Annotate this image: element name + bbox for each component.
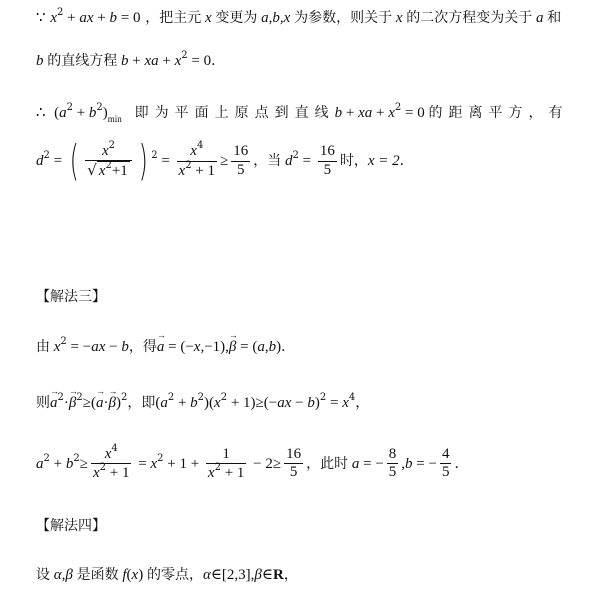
method-3-line-1: 由 $x^2 = -ax - b$，得→ a = (−x,−1),→ β = (a,b)． [36, 339, 295, 355]
method-3-line-3: $a^2 + b^2\ge$ $\frac{x^4}{x^2 + 1}$ = $x^2 + 1$ + $\frac{1}{x^2 + 1}$ − 2≥ $\frac{16}{5}$ ，此时 a = − $\frac{8}{5}$ ,b = − $\frac{4}{5}$ ． [36, 443, 469, 482]
method-3-heading: 【解法三】 [36, 289, 106, 305]
method-4-line-1: 设 α,β 是函数 f(x) 的零点，α∈[2,3],β∈R， [36, 567, 298, 583]
line-2: b 的直线方程 b + xa + $x^2 = 0$． [36, 50, 226, 69]
method-4-heading: 【解法四】 [36, 518, 106, 534]
method-3-line-2: 则→ $a^2\cdot\to \beta^2\ge(\to a\cdot\to \beta)^2$，即$(a^2 + b^2)(x^2 + 1)\ge(-ax - b)^2 = x^4$， [36, 395, 369, 411]
line-1: ∵ $x^2$ + ax + b = 0 ，把主元 x 变更为 a,b,x 为参数，则关于 x 的二次方程变为关于 a 和 [36, 7, 562, 26]
line-3: ∴ $(a^2 + b^2)_{min}$ 即为平面上原点到直线b + xa + $x^2 = 0$ 的距离平方，有 [36, 102, 569, 124]
line-4: $d^2$ = ( $\frac{x^2}{√ x^2+1}$ ) $^2$ = $\frac{x^4}{x^2 + 1}$ ≥ $\frac{16}{5}$ ，当 $d^2$ = $\frac{16}{5}$ 时，x = 2． [36, 136, 414, 185]
